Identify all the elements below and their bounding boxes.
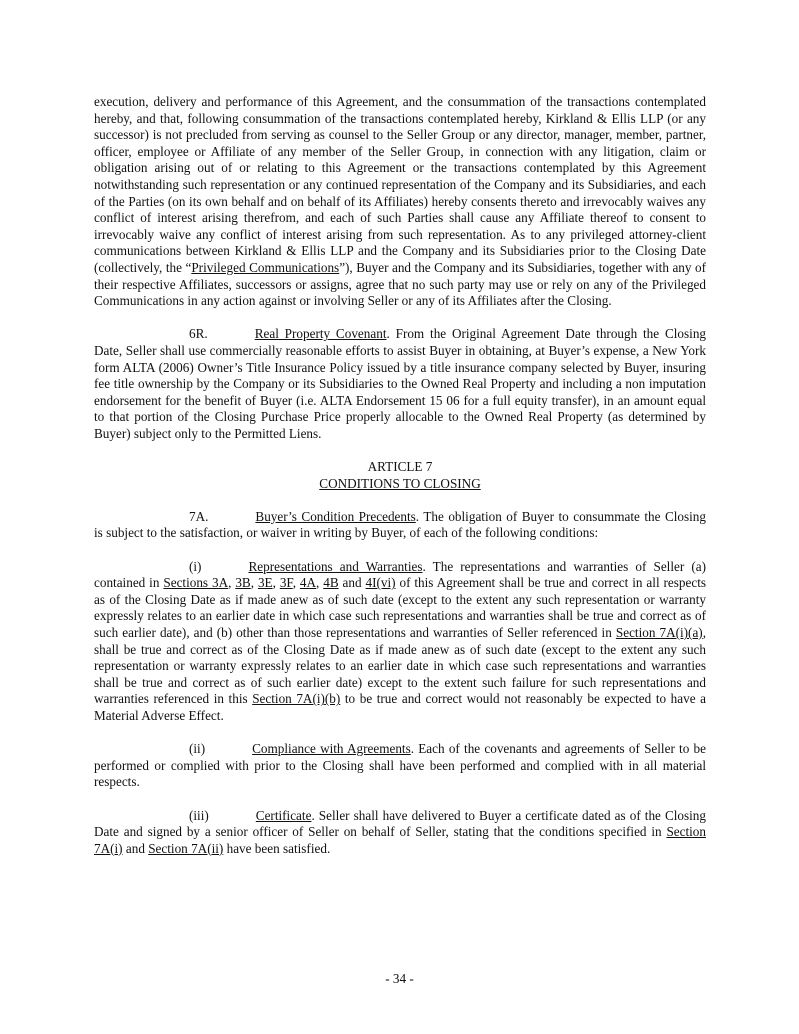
section-text: . The obligation of Buyer to consummate the Closing is subject to the satisfaction, or waiver in writing by Buyer, of each of the following conditions: — [94, 508, 706, 541]
paragraph-text: execution, delivery and performance of this Agreement, and the consummation of the transactions contemplated hereby, and that, following consummation of the transactions contemplated hereby, Kirkland & Ellis LLP (or any successor) is not precluded from serving as counsel to the Seller Group or any director, manager, member, partner, officer, employee or Affiliate of any member of the Seller Group, in connection with any litigation, claim or obligation arising out of or relating to this Agreement or the transactions contemplated by this Agreement notwithstanding such representation or any continued representation of the Company and its Subsidiaries, and each of the Parties (on its own behalf and on behalf of its Affiliates) hereby consents thereto and irrevocably waives any conflict of interest arising therefrom, and each of such Parties shall cause any Affiliate thereof to consent to irrevocably waive any conflict of interest arising from such representation. As to any privileged attorney-client communications between Kirkland & Ellis LLP and the Company and its Subsidiaries prior to the Closing Date (collectively, the “ — [94, 94, 706, 275]
cross-reference: Section 7A(i)(a) — [615, 625, 703, 640]
item-text: and — [122, 840, 149, 856]
cross-reference: 4B — [323, 575, 339, 591]
page-number: - 34 - — [385, 971, 414, 986]
item-text: . Seller shall have delivered to Buyer a certificate dated as of the Closing Date and signed by a senior officer of Seller on behalf of Seller, stating that the conditions specified in — [94, 807, 706, 840]
section-6r — [94, 326, 706, 442]
item-heading: Certificate — [255, 807, 312, 823]
cross-reference: Sections 3A — [163, 575, 229, 591]
article-subtitle — [94, 476, 706, 493]
item-text: , shall be true and correct as of the Closing Date as if made anew as of such date (except to the extent any such representation or warranty expressly relates to an earlier date in which case such representations and warranties shall be true and correct as of such earlier date) except to the extent such failure for such representations and warranties referenced in this — [94, 625, 706, 707]
item-number: (i) — [189, 558, 202, 574]
section-number: 6R. — [189, 326, 208, 342]
item-heading: Compliance with Agreements — [252, 741, 411, 757]
item-text: and — [338, 575, 366, 591]
item-iii — [94, 808, 706, 858]
cross-reference: 4I(vi) — [365, 575, 396, 591]
cross-reference: Section 7A(i) — [94, 824, 706, 856]
cross-reference: 3B — [235, 575, 251, 591]
cross-reference: Section 7A(i)(b) — [252, 691, 341, 707]
defined-term: Privileged Communications — [191, 259, 340, 275]
cross-reference: 3E — [257, 575, 273, 591]
item-text: of this Agreement shall be true and correct in all respects as of the Closing Date as if made anew as of such date (except to the extent any such representation or warranty expressly relates to an earlier date in which case such representations and warranties shall be true and correct as of such earlier date), and (b) other than those representations and warranties of Seller referenced in — [94, 575, 706, 640]
section-number: 7A. — [189, 508, 209, 524]
carry-over-paragraph — [94, 94, 706, 310]
section-7a — [94, 509, 706, 542]
item-text: . The representations and warranties of Seller (a) contained in — [94, 558, 706, 591]
cross-reference: Section 7A(ii) — [148, 840, 224, 856]
item-text: , — [316, 575, 324, 591]
article-title: ARTICLE 7 — [367, 459, 433, 475]
item-i — [94, 559, 706, 725]
document-page — [94, 94, 706, 874]
cross-reference: 4A — [299, 575, 317, 591]
item-number: (iii) — [189, 807, 209, 823]
item-text: have been satisfied. — [223, 840, 331, 856]
item-heading: Representations and Warranties — [248, 558, 423, 574]
item-text: , — [272, 575, 280, 591]
item-number: (ii) — [189, 741, 206, 757]
item-text: , — [250, 575, 258, 591]
article-subtitle-text: CONDITIONS TO CLOSING — [319, 475, 481, 491]
section-heading: Buyer’s Condition Precedents — [255, 508, 416, 524]
item-text: to be true and correct would not reasonably be expected to have a Material Adverse Effect. — [94, 691, 706, 723]
cross-reference: 3F — [279, 575, 293, 591]
section-text: . From the Original Agreement Date through the Closing Date, Seller shall use commercially reasonable efforts to assist Buyer in obtaining, at Buyer’s expense, a New York form ALTA (2006) Owner’s Title Insurance Policy issued by a title insurance company selected by Buyer, insuring fee title ownership by the Company or its Subsidiaries to the Owned Real Property and including a non imputation endorsement for the benefit of Buyer (i.e. ALTA Endorsement 15 06 for a full equity transfer), in an amount equal to that portion of the Closing Purchase Price properly allocable to the Owned Real Property (as determined by Buyer) subject only to the Permitted Liens. — [94, 326, 707, 441]
item-text: . Each of the covenants and agreements of Seller to be performed or complied with prior to the Closing shall have been performed and complied with in all material respects. — [94, 741, 706, 790]
item-text: , — [292, 575, 300, 591]
section-heading: Real Property Covenant — [254, 326, 387, 342]
item-ii — [94, 741, 706, 791]
item-text: , — [228, 575, 236, 591]
paragraph-text: ”), Buyer and the Company and its Subsidiaries, together with any of their respective Affiliates, successors or assigns, agree that no such party may use or rely on any of the Privileged Communications in any action against or involving Seller or any of its Affiliates after the Closing. — [94, 259, 706, 309]
